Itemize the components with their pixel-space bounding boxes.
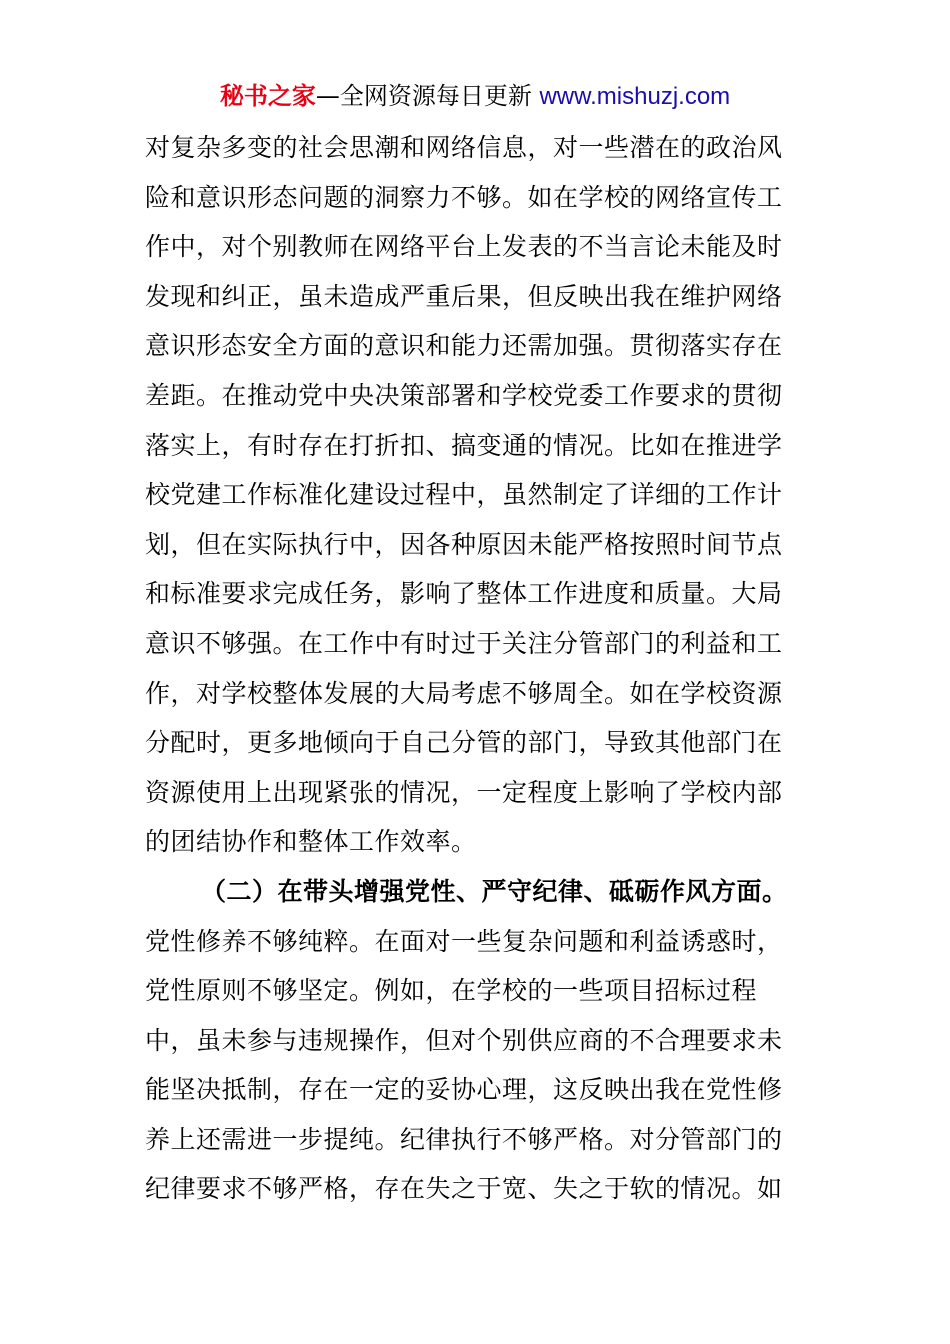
paragraph-line: 能坚决抵制，存在一定的妥协心理，这反映出我在党性修 [145, 1075, 783, 1105]
section-heading: （二）在带头增强党性、严守纪律、砥砺作风方面。 [201, 876, 788, 906]
paragraph-line: 意识不够强。在工作中有时过于关注分管部门的利益和工 [145, 628, 783, 658]
paragraph-line: 作中，对个别教师在网络平台上发表的不当言论未能及时 [145, 232, 783, 262]
paragraph-line: 对复杂多变的社会思潮和网络信息，对一些潜在的政治风 [145, 133, 783, 162]
header-slogan: —全网资源每日更新 [315, 82, 540, 110]
paragraph-line: 党性原则不够坚定。例如，在学校的一些项目招标过程 [145, 976, 758, 1006]
paragraph-line: 划，但在实际执行中，因各种原因未能严格按照时间节点 [145, 529, 783, 559]
paragraph-line: 落实上，有时存在打折扣、搞变通的情况。比如在推进学 [145, 430, 783, 460]
paragraph-line: 和标准要求完成任务，影响了整体工作进度和质量。大局 [145, 579, 783, 609]
brand-name: 秘书之家 [219, 82, 316, 110]
paragraph-line: 差距。在推动党中央决策部署和学校党委工作要求的贯彻 [145, 380, 783, 410]
paragraph-line: 发现和纠正，虽未造成严重后果，但反映出我在维护网络 [145, 281, 783, 311]
paragraph-line: 作，对学校整体发展的大局考虑不够周全。如在学校资源 [145, 678, 783, 708]
paragraph-line: 党性修养不够纯粹。在面对一些复杂问题和利益诱惑时， [145, 926, 783, 956]
paragraph-line: 险和意识形态问题的洞察力不够。如在学校的网络宣传工 [145, 182, 783, 212]
site-url-link[interactable]: www.mishuzj.com [539, 83, 731, 110]
paragraph-line: 校党建工作标准化建设过程中，虽然制定了详细的工作计 [145, 480, 783, 510]
paragraph-line: 资源使用上出现紧张的情况，一定程度上影响了学校内部 [145, 777, 783, 807]
paragraph-line: 中，虽未参与违规操作，但对个别供应商的不合理要求未 [145, 1025, 783, 1055]
paragraph-line: 养上还需进一步提纯。纪律执行不够严格。对分管部门的 [145, 1124, 783, 1154]
paragraph-line: 的团结协作和整体工作效率。 [145, 827, 477, 857]
paragraph-line: 意识形态安全方面的意识和能力还需加强。贯彻落实存在 [145, 331, 783, 361]
paragraph-line: 分配时，更多地倾向于自己分管的部门，导致其他部门在 [145, 728, 783, 758]
paragraph-line: 纪律要求不够严格，存在失之于宽、失之于软的情况。如 [145, 1174, 783, 1204]
document-body [145, 123, 815, 1214]
site-header [0, 80, 950, 113]
